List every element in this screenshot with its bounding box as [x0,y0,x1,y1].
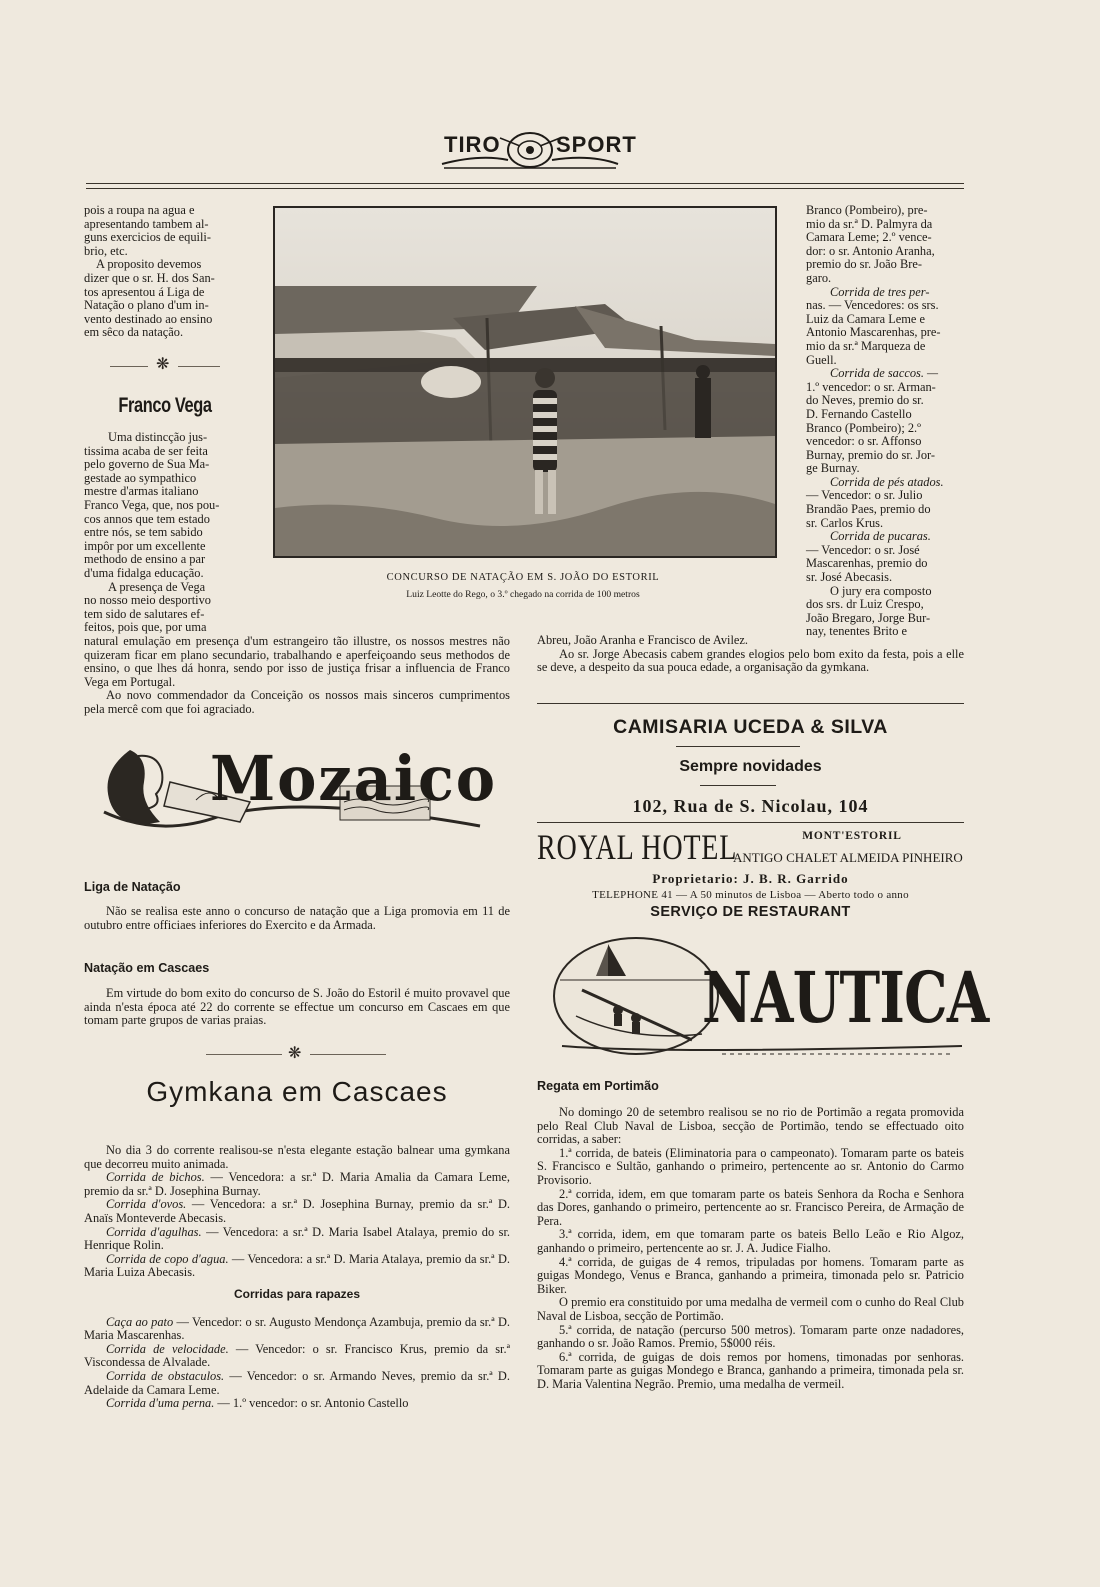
text-line: vento destinado ao ensino [84,311,213,326]
text-line: apresentando tambem al- [84,216,209,231]
regata-item: 1.ª corrida, de bateis (Eliminatoria para o campeonato). Tomaram parte os bateis S. Francisco e Sultão, ganhando o primeiro, pertencente ao sr. Antonio do Carmo Provisorio. [537,1145,964,1187]
divider-line [206,1054,282,1055]
text-line: garo. [806,270,832,285]
text-line: pois a roupa na agua e [84,203,195,217]
boys-race-name: Corrida d'uma perna. [106,1396,215,1411]
text-line: Mascarenhas, premio do [806,556,928,571]
text-line: sr. Carlos Krus. [806,515,884,530]
liga-heading: Liga de Natação [84,880,181,894]
text-line: sr. José Abecasis. [806,570,893,585]
text-line: feitos, pois que, por uma [84,620,207,635]
text-line: Corrida de pucaras. [830,529,931,544]
hotel-owner: Proprietario: J. B. R. Garrido [652,871,849,886]
text-line: tos apresentou á Liga de [84,284,205,299]
gymkana-races [84,1171,510,1280]
franco-vega-wide [84,635,510,717]
regata-heading: Regata em Portimão [537,1079,659,1093]
left-top-column [84,204,246,340]
race-name: Corrida d'agulhas. [106,1224,202,1239]
hotel-telephone: TELEPHONE 41 — A 50 minutos de Lisboa — Aberto todo o anno [592,889,909,901]
text-line: vencedor: o sr. Affonso [806,434,922,449]
mozaico-title: Mozaico [210,742,497,815]
franco-vega-closing: Ao novo commendador da Conceição os nossos mais sinceros cumprimentos pela mercê com que foi agraciado. [84,688,510,716]
text-line: — Vencedor: o sr. Julio [806,488,923,503]
hotel-place: MONT'ESTORIL [802,830,902,842]
boys-race-entry [84,1343,510,1370]
text-line: Branco (Pombeiro); 2.º [806,420,921,435]
abecasis-paragraph: Ao sr. Jorge Abecasis cabem grandes elogios pelo bom exito da festa, pois a elle se deve, a despeito da sua pouca edade, a organisação da gymkana. [537,646,964,675]
photo-caption: CONCURSO DE NATAÇÃO EM S. JOÃO DO ESTORIL [386,572,660,583]
text-line: D. Fernando Castello [806,406,912,421]
swimming-photo [273,206,777,558]
text-line: brio, etc. [84,243,128,258]
gymkana-title: Gymkana em Cascaes [146,1076,448,1107]
text-line: mio da sr.ª Marqueza de [806,338,926,353]
text-line: pelo governo de Sua Ma- [84,457,210,472]
header-rule-top [86,183,964,184]
cascaes-text: Em virtude do bom exito do concurso de S. João do Estoril é muito provavel que ainda n'esta época até 22 do corrente se effectue um concurso em Cascaes em que tomam parte grupos de varias praias. [84,986,510,1028]
cascaes-section [84,987,510,1028]
novidades-text: Sempre novidades [679,758,822,775]
hotel-name: ROYAL HOTEL [537,827,738,867]
boys-heading: Corridas para rapazes [233,1286,361,1301]
text-line: 1.º vencedor: o sr. Arman- [806,379,936,394]
hotel-old-name: ANTIGO CHALET ALMEIDA PINHEIRO [733,850,963,865]
race-name: Corrida de copo d'agua. [106,1251,229,1266]
text-line: Corrida de saccos. — [830,366,939,381]
divider-line [310,1054,386,1055]
regata-item: 5.ª corrida, de natação (percurso 500 metros). Tomaram parte onze nadadores, ganhando o sr. João Ramos. Premio, 5$000 réis. [537,1322,964,1351]
text-line: Guell. [806,352,837,367]
divider-line [178,366,220,367]
text-line: dor: o sr. Antonio Aranha, [806,243,935,258]
restaurant-text: SERVIÇO DE RESTAURANT [650,904,851,920]
text-line: — Vencedor: o sr. José [806,542,920,557]
regata-item: 4.ª corrida, de guigas de 4 remos, tripuladas por homens. Tomaram parte as guigas Mondego, Venus e Branca, ganhando a primeira, timonada pelo sr. Patricio Biker. [537,1254,964,1296]
divider-line [110,366,148,367]
camisaria-name: CAMISARIA UCEDA & SILVA [613,716,888,738]
text-line: Luiz da Camara Leme e [806,311,926,326]
right-wide-continuation [537,634,964,675]
nautica-header [552,930,989,1060]
text-line: A proposito devemos [96,257,202,272]
text-line: entre nós, se tem sabido [84,525,203,540]
boys-race-result: — Vencedor: o sr. Augusto Mendonça Azambuja, premio da sr.ª D. Maria Mascarenhas. [84,1314,510,1343]
text-line: Brandão Paes, premio do [806,502,931,517]
text-line: Uma distincção jus- [108,430,208,444]
text-line: gestade ao sympathico [84,470,197,485]
header-rule-bottom [86,188,964,189]
ads-rule-top [537,703,964,704]
text-line: Franco Vega, que, nos pou- [84,497,220,512]
text-line: nas. — Vencedores: os srs. [806,298,939,313]
text-line: methodo de ensino a par [84,552,206,567]
cascaes-heading: Natação em Cascaes [84,961,210,975]
boys-race-entry [84,1370,510,1397]
right-top-column [806,204,964,639]
regata-item: 6.ª corrida, de guigas de dois remos por homens, timonadas por senhoras. Tomaram parte as guigas Mondego e Branca, ganhando a primeira, timonada pela sr. D. Maria Valentina Negrão. Premio, uma medalha de vermeil. [537,1349,964,1391]
gymkana-intro [84,1144,510,1171]
text-line: João Bregaro, Jorge Bur- [806,610,931,625]
text-line: Corrida de tres per- [830,284,930,299]
boys-race-result: — Vencedor: o sr. Francisco Krus, premio da sr.ª Viscondessa de Alvalade. [84,1341,511,1370]
regata-items [537,1147,964,1392]
mozaico-header [100,742,497,832]
boys-race-name: Caça ao pato [106,1314,174,1329]
race-result: — Vencedora: a sr.ª D. Maria Isabel Atalaya, premio do sr. Henrique Rolin. [84,1224,511,1253]
race-result: — Vencedora: a sr.ª D. Maria Amalia da Camara Leme, premio da sr.ª D. Josephina Burnay. [84,1170,510,1198]
text-line: Burnay, premio do sr. Jor- [806,447,936,462]
beach-scene-image [275,208,775,556]
text-line: dizer que o sr. H. dos San- [84,270,215,285]
masthead [440,128,637,172]
regata-section [537,1106,964,1391]
masthead-left: TIRO [444,132,501,157]
photo-subcaption: Luiz Leotte do Rego, o 3.º chegado na corrida de 100 metros [406,589,640,600]
text-line: tem sido de salutares ef- [84,606,205,621]
text-line: mestre d'armas italiano [84,484,199,499]
text-line: cos annos que tem estado [84,511,210,526]
text-line: Camara Leme; 2.º vence- [806,230,932,245]
race-entry [84,1198,510,1225]
race-result: — Vencedora: a sr.ª D. Maria Atalaya, premio da sr.ª D. Maria Luiza Abecasis. [84,1251,511,1280]
race-name: Corrida de bichos. [106,1170,205,1185]
ad-underline [676,746,800,747]
gymkana-intro-text: No dia 3 do corrente realisou-se n'esta elegante estação balnear uma gymkana que decorreu muito animada. [84,1143,510,1171]
gymkana-section [84,1144,510,1411]
regata-intro: No domingo 20 de setembro realisou se no rio de Portimão a regata promovida pelo Real Club Naval de Lisboa, secção de Portimão, tendo se effectuado oito corridas, a saber: [537,1105,964,1147]
fleuron-icon: ❋ [156,356,170,373]
liga-section [84,905,510,932]
text-line: em sêco da natação. [84,325,184,340]
text-line: guns exercicios de equili- [84,230,211,245]
camisaria-address: 102, Rua de S. Nicolau, 104 [632,796,869,816]
boys-race-entry [84,1316,510,1343]
text-line: no nosso meio desportivo [84,593,211,608]
liga-text: Não se realisa este anno o concurso de natação que a Liga promovia em 11 de outubro entre officiaes inferiores do Exercito e da Armada. [84,904,510,932]
boys-race-result: — Vencedor: o sr. Armando Neves, premio da sr.ª D. Adelaide da Camara Leme. [84,1368,510,1397]
text-line: dos srs. dr Luiz Crespo, [806,597,924,612]
text-line: A presença de Vega [108,579,206,594]
text-line: Antonio Mascarenhas, pre- [806,325,941,340]
franco-vega-paragraph: natural emulação em presença d'um estrangeiro tão illustre, os nossos mestres não quizeram ficar em plano secundario, trabalhando e aperfeiçoando seus methodos de ensino, o que lhes dá honra, sendo por isso de justiça frisar a influencia de Franco Vega em Portugal. [84,634,510,689]
boys-race-name: Corrida de velocidade. [106,1341,229,1356]
race-entry [84,1226,510,1253]
regata-item: O premio era constituido por uma medalha de vermeil com o cunho do Real Club Naval de Lisboa, secção de Portimão. [537,1295,964,1323]
text-line: O jury era composto [830,583,932,598]
race-entry [84,1171,510,1198]
text-line: Branco (Pombeiro), pre- [806,203,928,217]
text-line: do Neves, premio do sr. [806,393,924,408]
fleuron-icon: ❋ [288,1045,302,1062]
ad-underline [700,785,776,786]
masthead-right: SPORT [556,132,637,157]
boys-race-name: Corrida de obstaculos. [106,1368,225,1383]
text-line: Natação o plano d'um in- [84,298,209,313]
text-line: impôr por um excellente [84,538,206,553]
text-line: mio da sr.ª D. Palmyra da [806,216,933,231]
boys-race-entry [84,1397,510,1411]
boys-race-result: — 1.º vencedor: o sr. Antonio Castello [214,1396,409,1411]
regata-item: 3.ª corrida, idem, em que tomaram parte os bateis Bello Leão e Rio Algoz, ganhando o primeiro, pertencente ao sr. J. A. Judice Fialho. [537,1227,964,1255]
race-name: Corrida d'ovos. [106,1197,187,1212]
franco-vega-narrow [84,431,246,635]
boys-races [84,1316,510,1411]
text-line: d'uma fidalga educação. [84,565,204,580]
text-line: Corrida de pés atados. [830,474,944,489]
text-line: nay, tenentes Brito e [806,624,908,639]
regata-item: 2.ª corrida, idem, em que tomaram parte os bateis Senhora da Rocha e Senhora das Dores, ganhando o primeiro, pertencente ao sr. Francisco Pereira, de Armação de Pera. [537,1186,964,1228]
franco-vega-title: Franco Vega [118,394,212,417]
text-line: tissima acaba de ser feita [84,443,208,458]
nautica-title: NAUTICA [702,956,989,1039]
ads-rule-mid [537,822,964,823]
jury-continuation: Abreu, João Aranha e Francisco de Avilez. [537,633,749,647]
race-result: — Vencedora: a sr.ª D. Josephina Burnay, premio da sr.ª D. Anaïs Monteverde Abecasis. [84,1197,510,1225]
race-entry [84,1253,510,1280]
text-line: premio do sr. João Bre- [806,257,922,272]
text-line: ge Burnay. [806,461,860,476]
